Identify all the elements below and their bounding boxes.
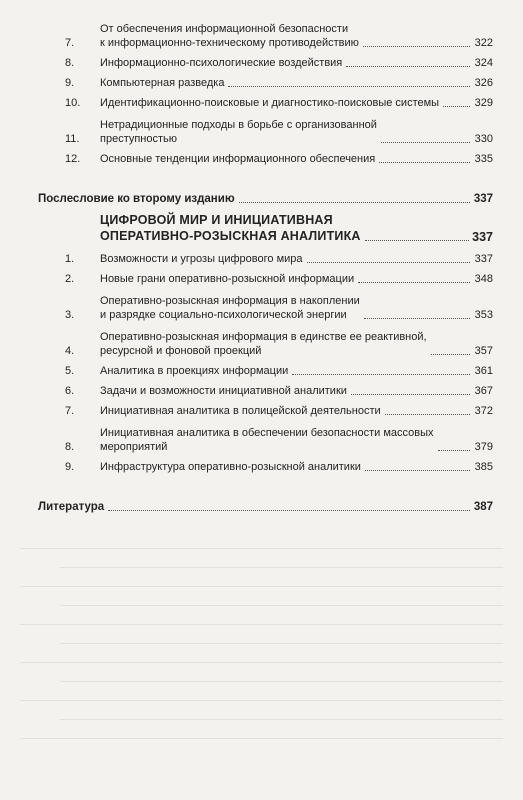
entry-title: Возможности и угрозы цифрового мира [100, 253, 303, 265]
entry-number: 5. [65, 365, 75, 377]
entry-title: Инфраструктура оперативно-розыскной аналитики [100, 461, 361, 473]
show-through-background [20, 530, 503, 780]
entry-title: Инициативная аналитика в обеспечении безопасности массовых мероприятий [100, 427, 434, 453]
entry-title: Задачи и возможности инициативной аналитики [100, 385, 347, 397]
literature-page: 387 [473, 501, 493, 513]
chapter-page: 337 [472, 230, 493, 244]
toc-entry [38, 454, 493, 474]
entry-page: 329 [474, 97, 493, 109]
entry-number: 8. [65, 57, 75, 69]
toc-entry [38, 70, 493, 90]
toc-entry [38, 358, 493, 378]
entry-title: От обеспечения информационной безопасности к информационно-техническому противодействию [100, 23, 359, 49]
entry-page: 372 [474, 405, 493, 417]
chapter-title: ЦИФРОВОЙ МИР И ИНИЦИАТИВНАЯ ОПЕРАТИВНО-РОЗЫСКНАЯ АНАЛИТИКА [100, 213, 361, 243]
entry-number: 3. [65, 309, 75, 321]
entry-title: Новые грани оперативно-розыскной информации [100, 273, 355, 285]
entry-title: Компьютерная разведка [100, 77, 225, 89]
toc-entry [38, 110, 493, 146]
toc-entry [38, 418, 493, 454]
entry-page: 324 [474, 57, 493, 69]
afterword-entry [38, 166, 493, 206]
entry-number: 7. [65, 405, 75, 417]
entry-page: 335 [474, 153, 493, 165]
entry-number: 9. [65, 461, 75, 473]
entry-title: Основные тенденции информационного обеспечения [100, 153, 376, 165]
afterword-page: 337 [473, 193, 493, 205]
entry-number: 7. [65, 37, 75, 49]
entry-page: 353 [474, 309, 493, 321]
entry-page: 322 [474, 37, 493, 49]
entry-page: 379 [474, 441, 493, 453]
entry-page: 361 [474, 365, 493, 377]
table-of-contents [38, 22, 493, 514]
entry-title: Аналитика в проекциях информации [100, 365, 289, 377]
entry-number: 4. [65, 345, 75, 357]
entry-page: 385 [474, 461, 493, 473]
entry-number: 6. [65, 385, 75, 397]
entry-number: 1. [65, 253, 75, 265]
entry-number: 12. [65, 153, 81, 165]
literature-entry [38, 474, 493, 514]
toc-entry [38, 398, 493, 418]
entry-title: Информационно-психологические воздействия [100, 57, 343, 69]
toc-entry [38, 146, 493, 166]
entry-title: Нетрадиционные подходы в борьбе с организованной преступностью [100, 119, 377, 145]
entry-page: 326 [474, 77, 493, 89]
entry-page: 357 [474, 345, 493, 357]
toc-entry [38, 322, 493, 358]
entry-number: 9. [65, 77, 75, 89]
toc-entry [38, 244, 493, 266]
toc-entry [38, 378, 493, 398]
toc-entry [38, 266, 493, 286]
toc-entry [38, 22, 493, 50]
entry-page: 348 [474, 273, 493, 285]
entry-title: Оперативно-розыскная информация в накоплении и разрядке социально-психологической энергии [100, 295, 360, 321]
entry-number: 10. [65, 97, 81, 109]
toc-entry [38, 50, 493, 70]
literature-title: Литература [38, 501, 105, 513]
entry-page: 367 [474, 385, 493, 397]
toc-entry [38, 90, 493, 110]
entry-title: Идентификационно-поисковые и диагностико-поисковые системы [100, 97, 440, 109]
entry-title: Оперативно-розыскная информация в единстве ее реактивной, ресурсной и фоновой проекций [100, 331, 427, 357]
chapter-heading [38, 206, 493, 244]
entry-number: 11. [65, 133, 80, 145]
toc-entry [38, 286, 493, 322]
entry-number: 2. [65, 273, 75, 285]
entry-page: 337 [474, 253, 493, 265]
entry-title: Инициативная аналитика в полицейской деятельности [100, 405, 381, 417]
afterword-title: Послесловие ко второму изданию [38, 193, 235, 205]
entry-number: 8. [65, 441, 75, 453]
entry-page: 330 [474, 133, 493, 145]
